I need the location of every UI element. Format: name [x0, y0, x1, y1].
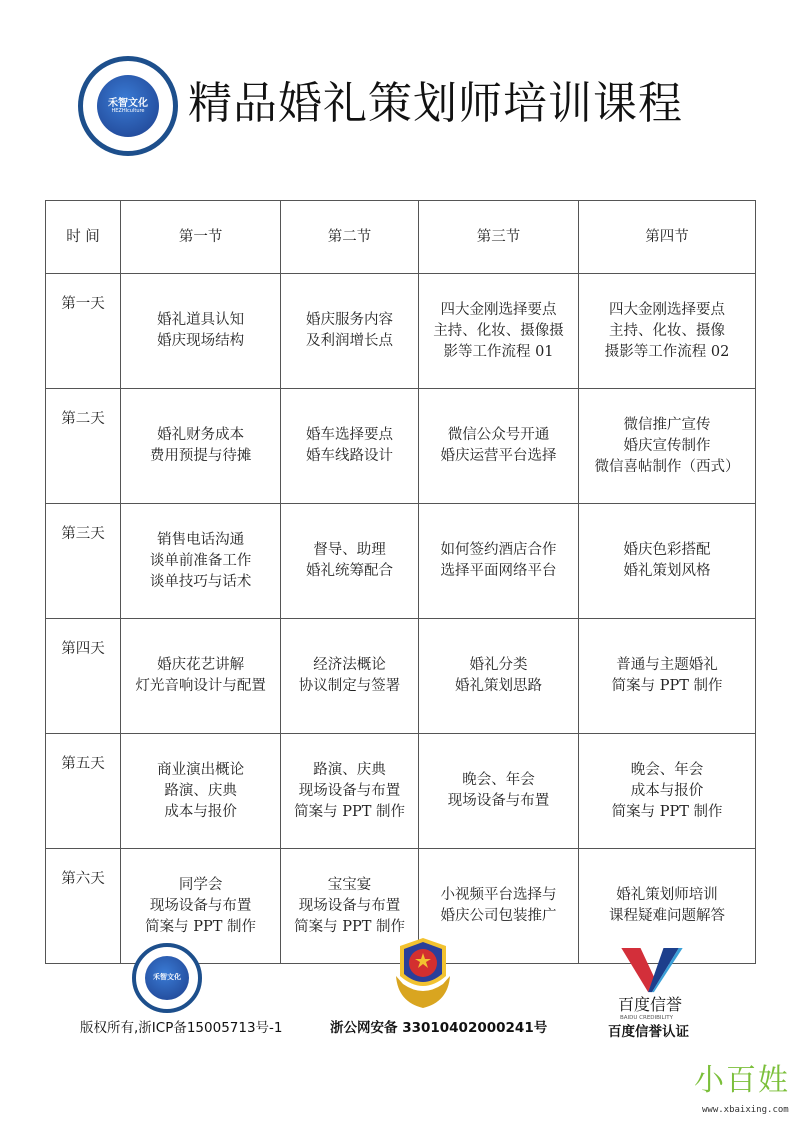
session-line: 婚车线路设计	[306, 448, 394, 464]
session-line: 微信推广宣传	[623, 416, 711, 433]
footer-company-logo	[132, 943, 202, 1013]
session-line: 摄影等工作流程 02	[604, 343, 730, 360]
session-line: 婚庆宣传制作	[623, 437, 711, 454]
session-cell	[121, 619, 281, 734]
session-line: 现场设备与布置	[298, 782, 401, 799]
session-line: 商业演出概论	[157, 761, 245, 778]
session-line: 主持、化妆、摄像摄	[433, 322, 564, 339]
session-cell	[418, 274, 578, 389]
logo-name: 禾智文化	[108, 97, 148, 109]
session-cell	[418, 389, 578, 504]
session-cell	[281, 734, 419, 849]
session-line: 婚礼策划思路	[455, 678, 542, 694]
session-line: 小视频平台选择与	[440, 887, 557, 903]
watermark-url: www.xbaixing.com	[702, 1105, 789, 1115]
session-line: 婚车选择要点	[306, 427, 394, 443]
session-cell	[579, 734, 756, 849]
session-line: 谈单前准备工作	[149, 552, 252, 569]
day-label: 第五天	[46, 734, 121, 849]
session-cell	[121, 734, 281, 849]
session-line: 简案与 PPT 制作	[294, 918, 405, 935]
session-cell	[579, 619, 756, 734]
session-cell	[418, 734, 578, 849]
header-cell: 第三节	[418, 201, 578, 274]
header-cell: 时 间	[46, 201, 121, 274]
logo-english: HEZHIculture	[111, 107, 145, 114]
watermark	[694, 1063, 790, 1098]
session-line: 销售电话沟通	[157, 531, 245, 548]
session-line: 晚会、年会	[630, 761, 704, 778]
session-cell	[121, 849, 281, 964]
session-line: 婚礼统筹配合	[306, 563, 394, 579]
session-cell	[418, 504, 578, 619]
session-line: 及利润增长点	[306, 333, 394, 349]
session-line: 成本与报价	[630, 782, 704, 799]
session-cell	[579, 504, 756, 619]
logo-name: 禾智文化	[153, 973, 181, 982]
session-cell	[281, 389, 419, 504]
company-logo	[78, 56, 178, 156]
baidu-credibility-logo	[620, 948, 684, 994]
session-line: 灯光音响设计与配置	[135, 678, 266, 694]
session-line: 简案与 PPT 制作	[611, 678, 723, 694]
baidu-logo-text: 百度信誉	[618, 995, 683, 1014]
session-cell	[281, 504, 419, 619]
day-label: 第六天	[46, 849, 121, 964]
header-cell: 第二节	[281, 201, 419, 274]
session-line: 微信喜帖制作（西式）	[594, 458, 740, 475]
session-cell	[418, 619, 578, 734]
session-line: 微信公众号开通	[447, 427, 550, 443]
session-line: 晚会、年会	[462, 772, 535, 788]
session-line: 成本与报价	[164, 803, 237, 820]
session-line: 婚庆运营平台选择	[440, 448, 557, 464]
session-cell	[281, 274, 419, 389]
session-line: 宝宝宴	[327, 876, 372, 893]
session-line: 四大金刚选择要点	[609, 301, 726, 318]
session-line: 婚庆现场结构	[157, 333, 245, 349]
table-header-row	[46, 201, 756, 274]
session-line: 婚庆花艺讲解	[157, 657, 245, 673]
session-line: 如何签约酒店合作	[440, 542, 557, 558]
header-cell: 第四节	[579, 201, 756, 274]
session-line: 婚礼财务成本	[157, 427, 245, 443]
session-line: 简案与 PPT 制作	[294, 803, 405, 820]
police-badge-icon	[388, 936, 458, 1010]
session-cell	[121, 504, 281, 619]
session-cell	[579, 274, 756, 389]
session-line: 路演、庆典	[164, 782, 237, 799]
day-label: 第一天	[46, 274, 121, 389]
session-line: 同学会	[178, 876, 223, 893]
police-record: 浙公网安备 33010402000241号	[330, 1020, 548, 1036]
baidu-logo-english: BAIDU CREDIBILITY	[620, 1015, 673, 1021]
course-schedule-table	[45, 200, 756, 964]
session-line: 费用预提与待摊	[149, 448, 252, 464]
baidu-certification: 百度信誉认证	[608, 1024, 689, 1040]
session-line: 课程疑难问题解答	[609, 908, 726, 924]
session-cell	[121, 274, 281, 389]
session-line: 谈单技巧与话术	[149, 573, 252, 590]
session-line: 督导、助理	[313, 542, 386, 558]
session-line: 婚礼分类	[469, 657, 528, 673]
session-line: 协议制定与签署	[298, 678, 401, 694]
table-row	[46, 619, 756, 734]
table-row	[46, 274, 756, 389]
session-line: 普通与主题婚礼	[616, 657, 718, 673]
watermark-text: 小百姓	[694, 1063, 790, 1098]
session-line: 简案与 PPT 制作	[611, 803, 723, 820]
session-line: 婚庆公司包装推广	[440, 908, 557, 924]
session-line: 现场设备与布置	[447, 793, 550, 809]
table-row	[46, 504, 756, 619]
session-cell	[281, 619, 419, 734]
table-row	[46, 734, 756, 849]
session-line: 婚礼道具认知	[157, 312, 245, 328]
session-line: 简案与 PPT 制作	[145, 918, 257, 935]
session-line: 主持、化妆、摄像	[609, 322, 726, 339]
session-line: 婚庆服务内容	[306, 312, 394, 328]
session-cell	[121, 389, 281, 504]
header-cell: 第一节	[121, 201, 281, 274]
session-line: 现场设备与布置	[298, 897, 401, 914]
session-line: 影等工作流程 01	[443, 343, 554, 360]
day-label: 第四天	[46, 619, 121, 734]
session-cell	[579, 849, 756, 964]
session-line: 经济法概论	[313, 657, 386, 673]
session-line: 现场设备与布置	[149, 897, 252, 914]
session-line: 选择平面网络平台	[440, 563, 557, 579]
session-line: 婚礼策划师培训	[616, 887, 718, 903]
session-line: 路演、庆典	[313, 761, 386, 778]
session-line: 婚庆色彩搭配	[623, 542, 711, 558]
icp-copyright: 版权所有,浙ICP备15005713号-1	[80, 1020, 283, 1036]
page-title: 精品婚礼策划师培训课程	[188, 78, 683, 129]
day-label: 第三天	[46, 504, 121, 619]
session-line: 婚礼策划风格	[623, 563, 711, 579]
session-line: 四大金刚选择要点	[440, 301, 557, 318]
session-cell	[579, 389, 756, 504]
day-label: 第二天	[46, 389, 121, 504]
table-row	[46, 389, 756, 504]
